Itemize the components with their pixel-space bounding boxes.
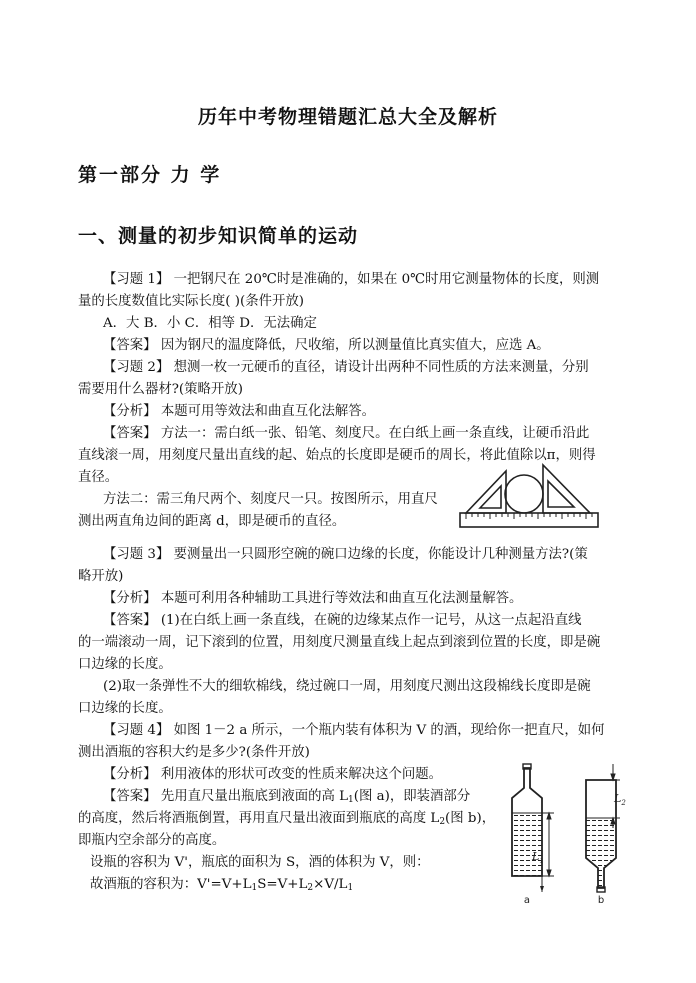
answer-1: 【答案】 因为钢尺的温度降低，尺收缩，所以测量值比真实值大，应选 A。 bbox=[103, 338, 550, 353]
answer-4-line-1: 【答案】 先用直尺量出瓶底到液面的高 $L_1$(图 a)，即装酒部分 bbox=[103, 789, 471, 805]
label-l1: $L_1$ bbox=[532, 850, 544, 865]
answer-3-line-4: (2)取一条弹性不大的细软棉线，绕过碗口一周，用刻度尺测出这段棉线长度即是碗 bbox=[103, 679, 591, 694]
analysis-2: 【分析】 本题可用等效法和曲直互化法解答。 bbox=[103, 404, 376, 419]
analysis-4: 【分析】 利用液体的形状可改变的性质来解决这个问题。 bbox=[103, 767, 443, 782]
answer-3-line-3: 口边缘的长度。 bbox=[78, 657, 172, 672]
answer-4-line-2: 的高度，然后将酒瓶倒置，再用直尺量出液面到瓶底的高度 $L_2$(图 b)， bbox=[78, 811, 496, 827]
answer-4-formula: 故酒瓶的容积为：$V'=V+L_1S=V+L_2\times V/L_1$ bbox=[90, 877, 354, 893]
section-title: 一、测量的初步知识简单的运动 bbox=[78, 225, 359, 247]
answer-2-method-2-line-1: 方法二：需三角尺两个、刻度尺一只。按图所示，用直尺 bbox=[103, 492, 438, 507]
problem-4-line-2: 测出酒瓶的容积大约是多少?(条件开放) bbox=[78, 745, 310, 760]
answer-4-line-4: 设瓶的容积为 V'，瓶底的面积为 S，酒的体积为 V，则： bbox=[90, 855, 430, 870]
answer-4-line-3: 即瓶内空余部分的高度。 bbox=[78, 833, 226, 848]
answer-2-method-2-line-2: 测出两直角边间的距离 d，即是硬币的直径。 bbox=[78, 514, 346, 529]
answer-3-line-5: 口边缘的长度。 bbox=[78, 701, 172, 716]
answer-2-line-3: 直径。 bbox=[78, 470, 119, 485]
problem-2-line-2: 需要用什么器材?(策略开放) bbox=[78, 382, 243, 397]
bottle-b bbox=[586, 780, 616, 892]
problem-3-line-1: 【习题 3】 要测量出一只圆形空碗的碗口边缘的长度，你能设计几种测量方法?(策 bbox=[103, 547, 588, 562]
answer-2-line-2: 直线滚一周，用刻度尺量出直线的起、始点的长度即是硬币的周长，将此值除以π，则得 bbox=[78, 448, 596, 463]
page-title: 历年中考物理错题汇总大全及解析 bbox=[197, 106, 498, 128]
label-l2: $L_2$ bbox=[614, 792, 626, 807]
problem-4-line-1: 【习题 4】 如图 1－2 a 所示，一个瓶内装有体积为 V 的酒，现给你一把直尺，如何 bbox=[103, 723, 605, 738]
bottle-figure bbox=[496, 758, 634, 908]
coin-triangle-ruler-figure bbox=[458, 461, 600, 533]
problem-2-line-1: 【习题 2】 想测一枚一元硬币的直径，请设计出两种不同性质的方法来测量，分别 bbox=[103, 360, 589, 375]
problem-1-line-2: 量的长度数值比实际长度( )(条件开放) bbox=[78, 294, 305, 309]
analysis-3: 【分析】 本题可利用各种辅助工具进行等效法和曲直互化法测量解答。 bbox=[103, 591, 523, 606]
part-title: 第一部分 力 学 bbox=[78, 164, 222, 186]
l1-bottom-arrow bbox=[540, 886, 544, 892]
caption-a: a bbox=[523, 895, 531, 906]
answer-3-line-2: 的一端滚动一周，记下滚到的位置，用刻度尺测量直线上起点到滚到位置的长度，即是碗 bbox=[78, 635, 601, 650]
caption-b: b bbox=[597, 895, 605, 906]
answer-3-line-1: 【答案】 (1)在白纸上画一条直线，在碗的边缘某点作一记号，从这一点起沿直线 bbox=[103, 613, 582, 628]
answer-2-line-1: 【答案】 方法一：需白纸一张、铅笔、刻度尺。在白纸上画一条直线，让硬币沿此 bbox=[103, 426, 590, 441]
problem-1-line-1: 【习题 1】 一把钢尺在 20℃时是准确的，如果在 0℃时用它测量物体的长度，则测 bbox=[103, 272, 600, 287]
problem-1-options: A．大 B．小 C．相等 D．无法确定 bbox=[103, 316, 317, 331]
problem-3-line-2: 略开放) bbox=[78, 569, 124, 584]
